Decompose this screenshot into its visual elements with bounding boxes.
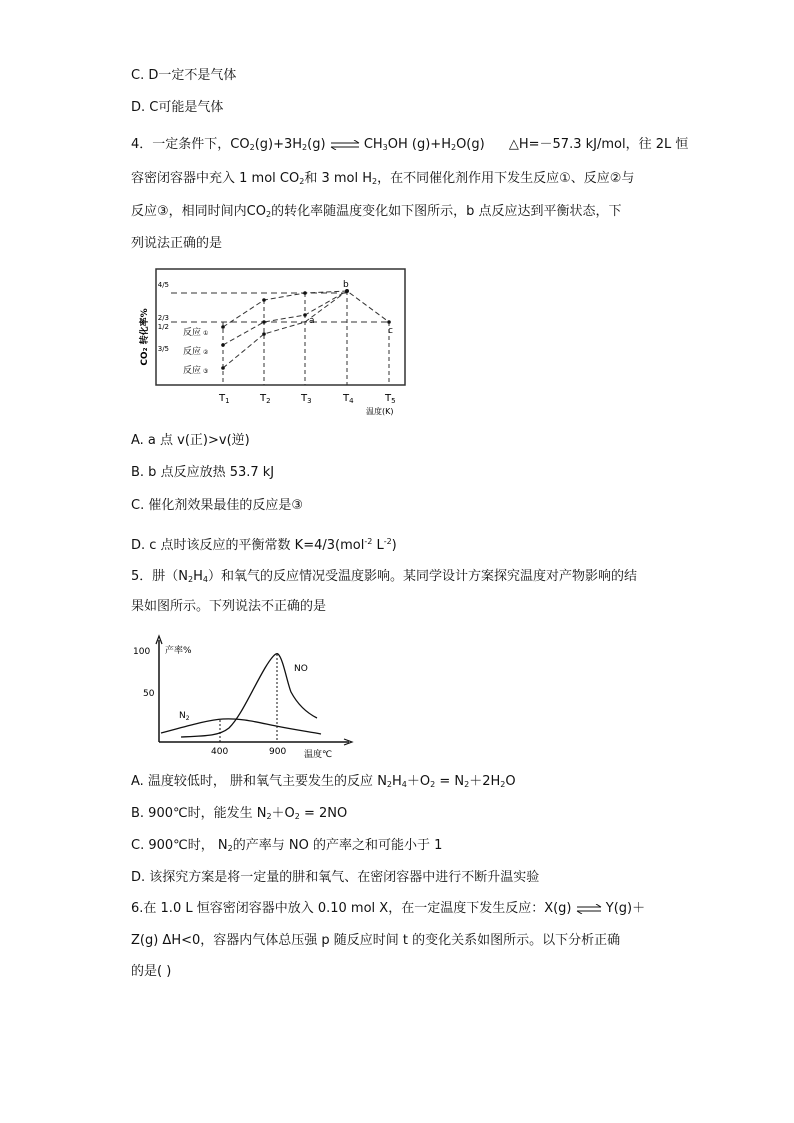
data-point bbox=[387, 320, 391, 324]
x-tick-label: 400 bbox=[211, 747, 229, 757]
x-tick-label: $T_2$ bbox=[260, 393, 271, 405]
q5-option-a: A. 温度较低时， 肼和氧气主要发生的反应 $N_2H_4+O_2 = N_2+2H_2O$ bbox=[131, 774, 516, 789]
x-tick-label: $T_1$ bbox=[219, 393, 230, 405]
data-point bbox=[262, 320, 266, 324]
reaction-3-curve bbox=[223, 291, 347, 368]
n2-label: $N_2$ bbox=[179, 711, 190, 722]
y-tick-label: 4/5 bbox=[157, 281, 169, 289]
y-axis-label: CO₂ 转化率% bbox=[140, 308, 150, 366]
x-tick-label: $T_4$ bbox=[343, 393, 354, 405]
q4-stem-line1: 4．一定条件下，$CO_2(g)+3H_2(g)$ $CH_3OH$ $(g)+H_2O(g)$ △H=－57.3 kJ/mol，往 2L 恒 bbox=[131, 137, 689, 152]
data-point bbox=[262, 332, 266, 336]
q4-stem-line3: 反应③，相同时间内$CO_2$的转化率随温度变化如下图所示，b 点反应达到平衡状态，下 bbox=[131, 204, 622, 219]
q5-option-d: D. 该探究方案是将一定量的肼和氧气、在密闭容器中进行不断升温实验 bbox=[131, 870, 540, 885]
q3-option-d: D. C可能是气体 bbox=[131, 100, 224, 115]
q5-option-b: B. 900℃时，能发生 $N_2+O_2 = 2NO$ bbox=[131, 806, 348, 821]
q5-stem-line1: 5．肼$(N_2H_4)$和氧气的反应情况受温度影响。某同学设计方案探究温度对产物影响的结 bbox=[131, 569, 637, 584]
q5-stem-line2: 果如图所示。下列说法不正确的是 bbox=[131, 599, 327, 614]
y-tick-label: 50 bbox=[143, 689, 155, 699]
y-tick-label: 2/3 bbox=[157, 314, 169, 322]
point-label-c: c bbox=[388, 326, 393, 336]
point-label-b: b bbox=[343, 280, 349, 290]
reaction-2-curve bbox=[223, 291, 347, 345]
q4-option-c: C. 催化剂效果最佳的反应是③ bbox=[131, 498, 303, 513]
q4-stem-line2: 容密闭容器中充入 1 mol $CO_2$和 3 mol $H_2$，在不同催化剂作用下发生反应①、反应②与 bbox=[131, 171, 635, 186]
x-tick-label: 900 bbox=[269, 747, 287, 757]
legend-reaction-1: 反应 ① bbox=[183, 328, 209, 338]
data-point bbox=[303, 313, 307, 317]
q4-option-b: B. b 点反应放热 53.7 kJ bbox=[131, 465, 275, 480]
x-axis-label: 温度℃ bbox=[304, 750, 333, 760]
legend-reaction-3: 反应 ③ bbox=[183, 366, 209, 376]
equilibrium-arrow-icon bbox=[576, 904, 602, 914]
data-point bbox=[221, 325, 225, 329]
q6-stem-line3: 的是( ) bbox=[131, 964, 172, 979]
data-point bbox=[221, 366, 225, 370]
data-point bbox=[221, 343, 225, 347]
no-label: NO bbox=[294, 664, 308, 674]
q3-option-c: C. D一定不是气体 bbox=[131, 68, 237, 83]
y-tick-label: 100 bbox=[133, 647, 151, 657]
point-label-a: a bbox=[309, 316, 315, 326]
x-tick-label: $T_3$ bbox=[301, 393, 312, 405]
q6-stem-line2: Z(g) ΔH<0，容器内气体总压强 p 随反应时间 t 的变化关系如图所示。以下分析正确 bbox=[131, 933, 621, 948]
x-tick-label: $T_5$ bbox=[385, 393, 396, 405]
q6-stem-line1: 6.在 1.0 L 恒容密闭容器中放入 0.10 mol X，在一定温度下发生反应：X(g) Y(g)＋ bbox=[131, 901, 646, 916]
yield-temperature-chart bbox=[131, 632, 361, 760]
q4-option-d: D. c 点时该反应的平衡常数 K=4/3(mol$^{-2}$ $L^{-2}$) bbox=[131, 537, 397, 553]
co2-conversion-chart bbox=[131, 267, 411, 419]
equilibrium-arrow-icon bbox=[330, 140, 360, 150]
legend-reaction-2: 反应 ② bbox=[183, 347, 209, 357]
data-point bbox=[262, 298, 266, 302]
y-tick-label: 1/2 bbox=[157, 323, 169, 331]
y-tick-label: 3/5 bbox=[157, 345, 169, 353]
x-axis-label: 温度(K) bbox=[366, 407, 394, 416]
q4-stem-line4: 列说法正确的是 bbox=[131, 236, 223, 251]
q4-option-a: A. a 点 v(正)>v(逆) bbox=[131, 433, 250, 448]
data-point bbox=[303, 291, 307, 295]
y-axis-label: 产率% bbox=[165, 646, 192, 656]
q5-option-c: C. 900℃时， $N_2$的产率与 NO 的产率之和可能小于 1 bbox=[131, 838, 443, 853]
